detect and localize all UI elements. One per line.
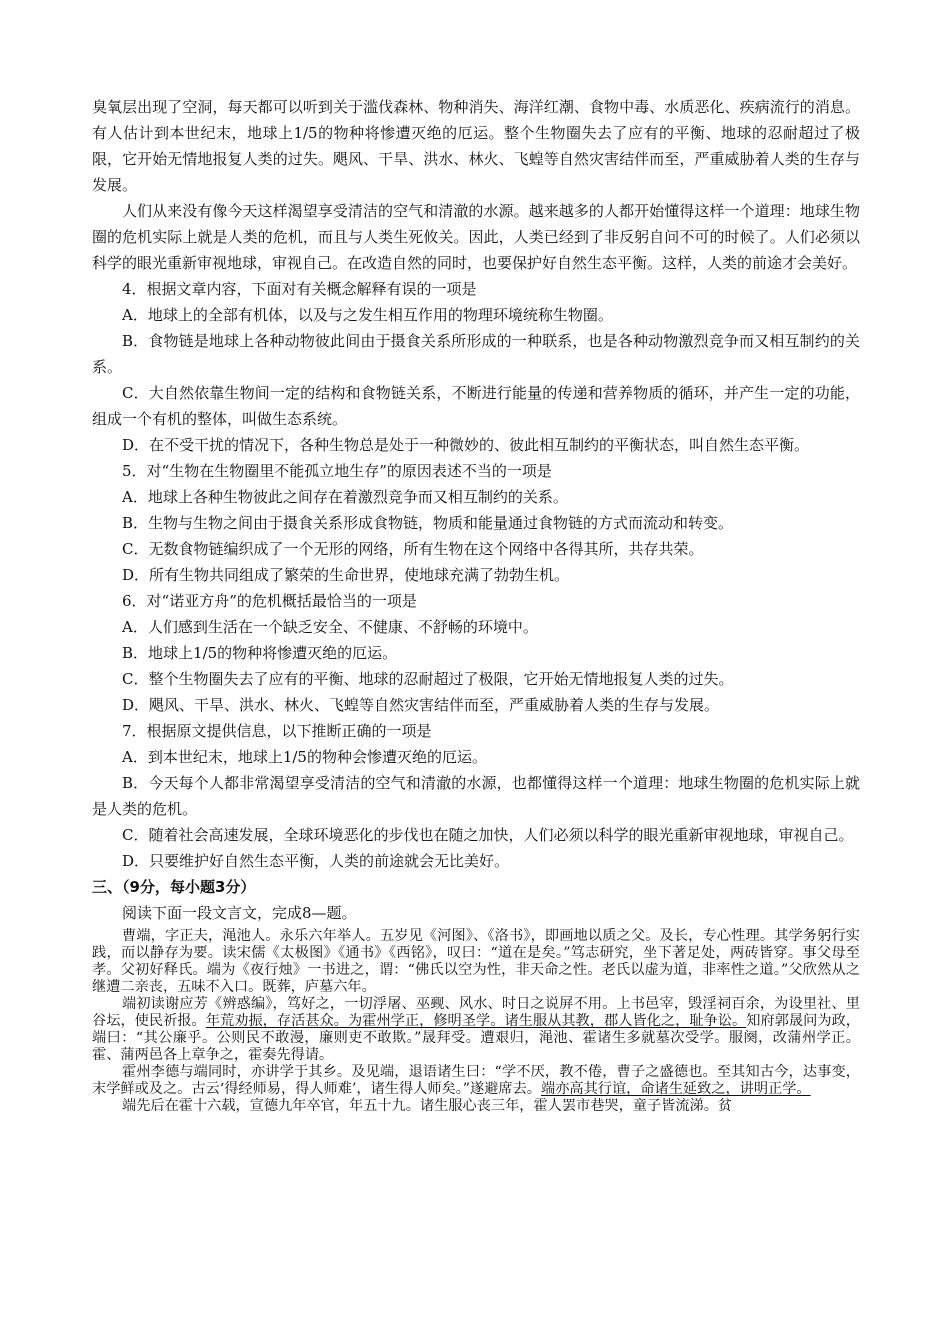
classical-paragraph-1: 曹端，字正夫，渑池人。永乐六年举人。五岁见《河图》、《洛书》，即画地以质之父。及长，专心性理。其学务躬行实践，而以静存为要。读宋儒《太极图》《通书》《西铭》，叹曰：“道在是矣。”笃志研究，坐下著足处，两砖皆穿。事父母至孝。父初好释氏。端为《夜行烛》一书进之，谓：“佛氏以空为性，非天命之性。老氏以虚为道，非率性之道。”父欣然从之继遭二亲丧，五味不入口。既葬，庐墓六年。 [92,928,860,995]
underlined-sentence-1: 年荒劝振，存活甚众。为霍州学正，修明圣学。 [205,1013,505,1029]
question-4-option-c: C．大自然依靠生物间一定的结构和食物链关系，不断进行能量的传递和营养物质的循环，并产生一定的功能，组成一个有机的整体，叫做生态系统。 [92,384,860,428]
question-6-option-c: C．整个生物圈失去了应有的平衡、地球的忍耐超过了极限，它开始无情地报复人类的过失。 [122,670,734,688]
classical-p2-text-c: 知府郭晟问为政，端曰：“其公廉乎。公则民不敢漫，廉则吏不敢欺。”晟拜受。遭艰归，渑池、霍诸生多就墓次受学。服阕，改蒲州学正。霍、蒲两邑各上章争之，霍奏先得请。 [92,1013,860,1063]
question-4-option-a: A．地球上的全部有机体，以及与之发生相互作用的物理环境统称生物圈。 [122,306,613,324]
question-7-option-d: D．只要维护好自然生态平衡，人类的前途就会无比美好。 [122,852,510,870]
classical-p2-text-a: 端初读谢应芳《辨惑编》，笃好之，一切浮屠、巫觋、风水、时日之说屏不用。上书邑宰，毁淫祠百余，为设里社、里谷坛，使民祈报。 [92,996,860,1029]
passage-paragraph-2: 人们从来没有像今天这样渴望享受清洁的空气和清澈的水源。越来越多的人都开始懂得这样一个道理：地球生物圈的危机实际上就是人类的危机，而且与人类生死攸关。因此，人类已经到了非反躬自问不可的时候了。人们必须以科学的眼光重新审视地球，审视自己。在改造自然的同时，也要保护好自然生态平衡。这样，人类的前途才会美好。 [92,202,860,272]
question-7-stem: 7．根据原文提供信息，以下推断正确的一项是 [122,722,432,740]
underlined-sentence-3: 端亦高其行谊，命诸生延致之，讲明正学。 [541,1081,811,1097]
passage-paragraph-1: 臭氧层出现了空洞，每天都可以听到关于滥伐森林、物种消失、海洋红潮、食物中毒、水质恶化、疾病流行的消息。有人估计到本世纪末，地球上1/5的物种将惨遭灭绝的厄运。整个生物圈失去了应有的平衡、地球的忍耐超过了极限，它开始无情地报复人类的过失。飓风、干旱、洪水、林火、飞蝗等自然灾害结伴而至，严重威胁着人类的生存与发展。 [92,98,860,194]
section-3-heading: 三、（9分，每小题3分） [92,878,256,896]
passage-continued [92,94,860,1115]
question-6-option-b: B．地球上1/5的物种将惨遭灭绝的厄运。 [122,644,398,662]
question-6-stem: 6．对“诺亚方舟”的危机概括最恰当的一项是 [122,592,417,610]
question-6-option-a: A．人们感到生活在一个缺乏安全、不健康、不舒畅的环境中。 [122,618,538,636]
classical-paragraph-2 [92,996,860,1064]
question-6-option-d: D．飓风、干旱、洪水、林火、飞蝗等自然灾害结伴而至，严重威胁着人类的生存与发展。 [122,696,720,714]
classical-p3-text-a: 霍州李德与端同时，亦讲学于其乡。及见端，退语诸生曰：“学不厌，教不倦，曹子之盛德也。至其知古今，达事变，末学鲜或及之。古云‘得经师易，得人师难’，诸生得人师矣。”遂避席去。 [92,1064,860,1097]
section-3-instruction: 阅读下面一段文言文，完成8—题。 [122,904,357,922]
question-5-option-a: A．地球上各种生物彼此之间存在着激烈竞争而又相互制约的关系。 [122,488,568,506]
classical-paragraph-4: 端先后在霍十六载，宣德九年卒官，年五十九。诸生服心丧三年，霍人罢市巷哭，童子皆流涕。贫 [122,1098,733,1114]
classical-chinese-text [92,928,860,1115]
question-4-stem: 4．根据文章内容，下面对有关概念解释有误的一项是 [122,280,477,298]
question-5-stem: 5．对“生物在生物圈里不能孤立地生存”的原因表述不当的一项是 [122,462,552,480]
question-4-option-d: D．在不受干扰的情况下，各种生物总是处于一种微妙的、彼此相互制约的平衡状态，叫自然生态平衡。 [122,436,810,454]
question-4-option-b: B．食物链是地球上各种动物彼此间由于摄食关系所形成的一种联系，也是各种动物激烈竞争而又相互制约的关系。 [92,332,860,376]
question-5-option-b: B．生物与生物之间由于摄食关系形成食物链，物质和能量通过食物链的方式而流动和转变。 [122,514,734,532]
question-7-option-a: A．到本世纪末，地球上1/5的物种会惨遭灭绝的厄运。 [122,748,487,766]
question-7-option-b: B．今天每个人都非常渴望享受清洁的空气和清澈的水源，也都懂得这样一个道理：地球生物圈的危机实际上就是人类的危机。 [92,774,860,818]
underlined-sentence-2: 诸生服从其教，郡人皆化之，耻争讼。 [504,1013,747,1029]
classical-paragraph-3 [92,1064,860,1098]
question-5-option-c: C．无数食物链编织成了一个无形的网络，所有生物在这个网络中各得其所，共存共荣。 [122,540,704,558]
question-7-option-c: C．随着社会高速发展，全球环境恶化的步伐也在随之加快，人们必须以科学的眼光重新审视地球，审视自己。 [122,826,854,844]
question-5-option-d: D．所有生物共同组成了繁荣的生命世界，使地球充满了勃勃生机。 [122,566,570,584]
